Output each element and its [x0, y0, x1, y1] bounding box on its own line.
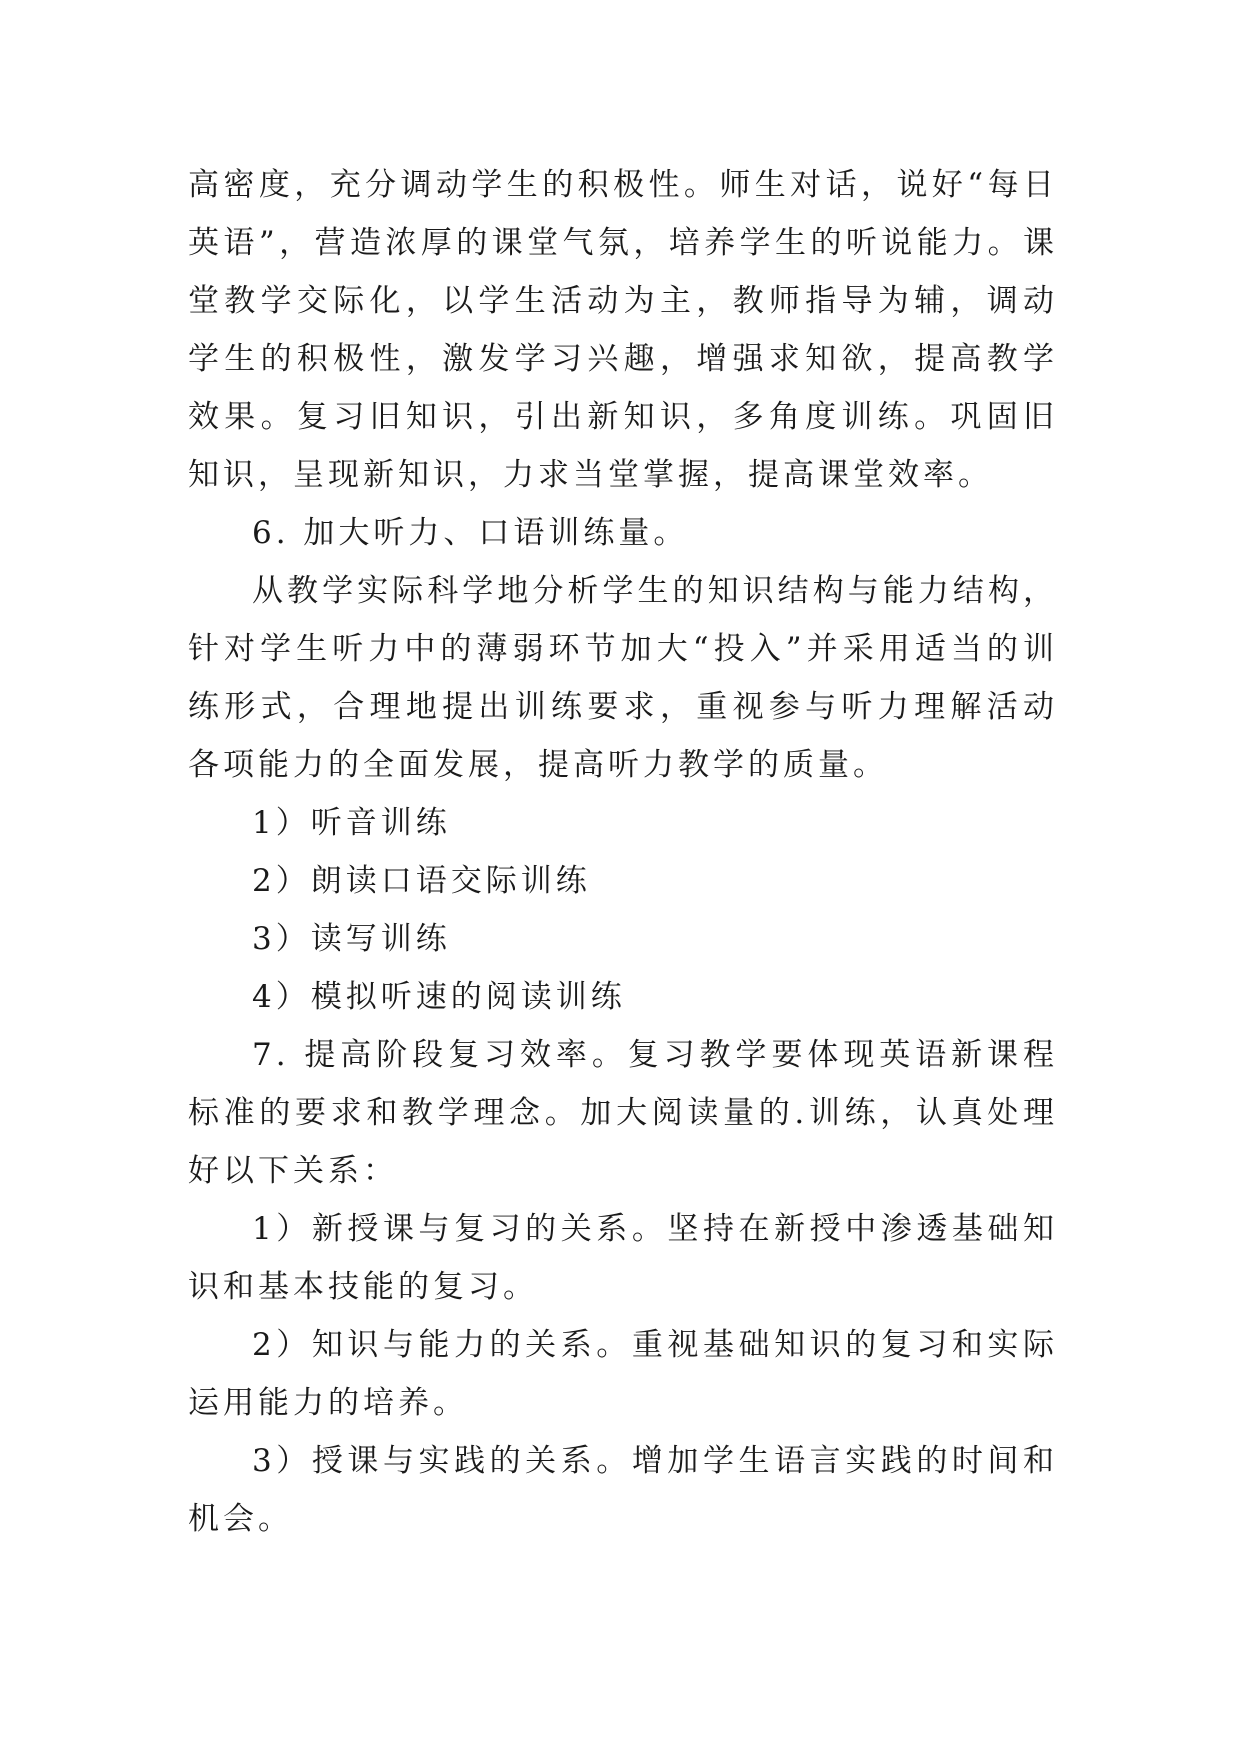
list-item-new-vs-review: 1）新授课与复习的关系。坚持在新授中渗透基础知识和基本技能的复习。	[188, 1211, 1058, 1305]
list-item-simulated-reading: 4）模拟听速的阅读训练	[252, 979, 626, 1015]
paragraph-classroom-practice: 高密度，充分调动学生的积极性。师生对话，说好“每日英语”，营造浓厚的课堂气氛，培养学生的听说能力。课堂教学交际化，以学生活动为主，教师指导为辅，调动学生的积极性，激发学习兴趣，增强求知欲，提高教学效果。复习旧知识，引出新知识，多角度训练。巩固旧知识，呈现新知识，力求当堂掌握，提高课堂效率。	[188, 167, 1058, 493]
paragraph-listening-analysis: 从教学实际科学地分析学生的知识结构与能力结构，针对学生听力中的薄弱环节加大“投入”并采用适当的训练形式，合理地提出训练要求，重视参与听力理解活动各项能力的全面发展，提高听力教学的质量。	[188, 573, 1058, 783]
list-item-reading-writing: 3）读写训练	[252, 921, 451, 957]
document-body	[188, 156, 1058, 1548]
heading-review-efficiency: 7. 提高阶段复习效率。复习教学要体现英语新课程标准的要求和教学理念。加大阅读量的.训练，认真处理好以下关系：	[188, 1037, 1058, 1189]
list-item-teaching-vs-practice: 3）授课与实践的关系。增加学生语言实践的时间和机会。	[188, 1443, 1058, 1537]
list-item-reading-aloud: 2）朗读口语交际训练	[252, 863, 591, 899]
list-item-listening: 1）听音训练	[252, 805, 451, 841]
heading-listening-speaking: 6. 加大听力、口语训练量。	[252, 515, 689, 551]
list-item-knowledge-vs-ability: 2）知识与能力的关系。重视基础知识的复习和实际运用能力的培养。	[188, 1327, 1058, 1421]
